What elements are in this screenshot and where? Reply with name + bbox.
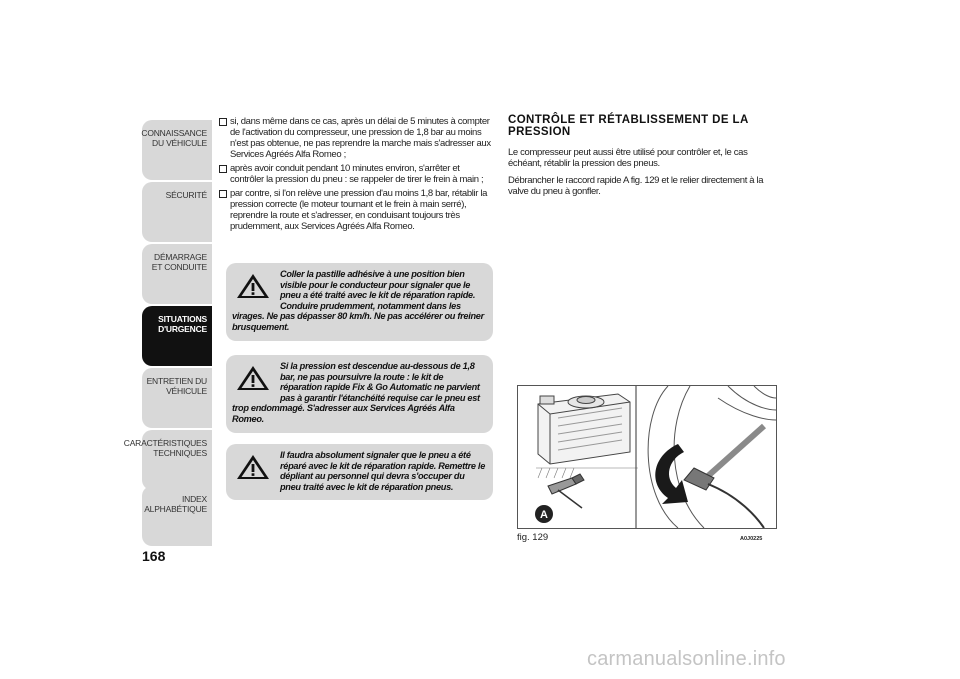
bullet-list (219, 116, 493, 235)
list-item: par contre, si l'on relève une pression d'au moins 1,8 bar, rétablir la pression correcte (le moteur tournant et le frein à main serré), reprendre la route et s'adresser, en conduisant toujours très prudemment, aux Services Agréés Alfa Romeo. (219, 188, 493, 232)
figure-compressor (517, 385, 777, 529)
checkbox-bullet-icon (219, 118, 227, 126)
checkbox-bullet-icon (219, 165, 227, 173)
paragraph: Le compresseur peut aussi être utilisé pour contrôler et, le cas échéant, rétablir la pression des pneus. (508, 147, 748, 169)
section-heading: CONTRÔLE ET RÉTABLISSEMENT DE LA PRESSION (508, 114, 749, 138)
figure-caption: fig. 129 (517, 532, 549, 543)
figure-code: A0J0225 (740, 536, 763, 542)
tab-index-alphabetique[interactable]: INDEX ALPHABÉTIQUE (142, 486, 212, 546)
tab-securite[interactable]: SÉCURITÉ (142, 182, 212, 242)
label-a: A (540, 509, 548, 521)
checkbox-bullet-icon (219, 190, 227, 198)
page-number: 168 (142, 548, 166, 564)
watermark: carmanualsonline.info (587, 648, 786, 670)
warning-triangle-icon (236, 273, 270, 299)
compressor-body (538, 394, 630, 464)
warning-triangle-icon (236, 454, 270, 480)
warning-box: Il faudra absolument signaler que le pneu a été réparé avec le kit de réparation rapide. Remettre le dépliant au personnel qui devra s'occuper du pneu traité avec le kit de réparation pneus. (226, 444, 493, 500)
warning-box: Coller la pastille adhésive à une position bien visible pour le conducteur pour signaler que le pneu a été traité avec le kit de réparation rapide. Conduire prudemment, notamment dans les virages. Ne pas dépasser 80 km/h. Ne pas accélérer ou freiner brusquement. (226, 263, 493, 341)
tab-entretien-du-vehicule[interactable]: ENTRETIEN DU VÉHICULE (142, 368, 212, 428)
tab-connaissance-du-vehicule[interactable]: CONNAISSANCE DU VÉHICULE (142, 120, 212, 180)
list-item: après avoir conduit pendant 10 minutes environ, s'arrêter et contrôler la pression du pneu : se rappeler de tirer le frein à main ; (219, 163, 493, 185)
tab-demarrage-et-conduite[interactable]: DÉMARRAGE ET CONDUITE (142, 244, 212, 304)
list-item: si, dans même dans ce cas, après un délai de 5 minutes à compter de l'activation du compresseur, une pression de 1,8 bar au moins n'est pas obtenue, ne pas reprendre la marche mais s'adresser aux Services Agréés Alfa Romeo ; (219, 116, 493, 160)
tab-caracteristiques-techniques[interactable]: CARACTÉRISTIQUES TECHNIQUES (142, 430, 212, 490)
compressor-illustration (518, 386, 776, 528)
warning-box: Si la pression est descendue au-dessous de 1,8 bar, ne pas poursuivre la route : le kit de réparation rapide Fix & Go Automatic ne parvient pas à garantir l'étanchéité requise car le pneu est trop endommagé. S'adresser aux Services Agréés Alfa Romeo. (226, 355, 493, 433)
warning-triangle-icon (236, 365, 270, 391)
tab-situations-d-urgence[interactable]: SITUATIONS D'URGENCE (142, 306, 212, 366)
paragraph: Débrancher le raccord rapide A fig. 129 et le relier directement à la valve du pneu à gonfler. (508, 175, 764, 197)
